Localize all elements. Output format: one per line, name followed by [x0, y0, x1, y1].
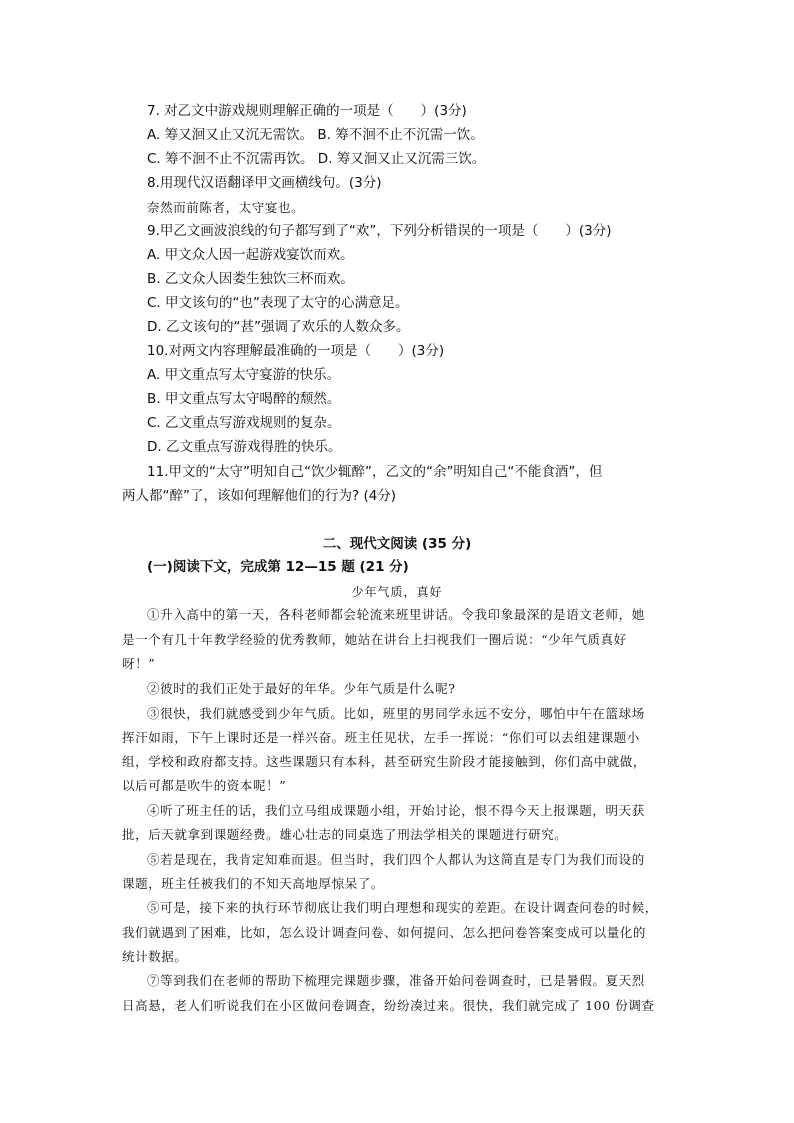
question-10-option-d: D. 乙文重点写游戏得胜的快乐。: [147, 439, 342, 455]
article-line: 挥汗如雨，下午上课时还是一样兴奋。班主任见状，左手一挥说：“你们可以去组建课题小: [122, 730, 640, 745]
article-line: 以后可都是吹牛的资本呢！”: [122, 778, 287, 793]
article-line: 批，后天就拿到课题经费。雄心壮志的同桌选了刑法学相关的课题进行研究。: [122, 827, 568, 842]
article-line: 统计数据。: [122, 949, 188, 964]
question-11-line-1: 11.甲文的“太守”明知自己“饮少辄醉”，乙文的“余”明知自己“不能食酒”，但: [147, 464, 603, 480]
section-2-title: 二、现代文阅读 (35 分): [322, 536, 472, 552]
article-line: 日高悬，老人们听说我们在小区做问卷调查，纷纷凑过来。很快，我们就完成了 100 份调查: [122, 998, 655, 1013]
article-line: 课题，班主任被我们的不知天高地厚惊呆了。: [122, 876, 385, 891]
question-8-quote: 奈然而前陈者，太守宴也。: [147, 200, 305, 215]
article-line: 呀！”: [122, 656, 156, 671]
question-7-stem: 7. 对乙文中游戏规则理解正确的一项是（ ）(3分): [147, 103, 467, 119]
question-7-options-cd: C. 筹不洄不止不沉需再饮。 D. 筹又洄又止又沉需三饮。: [147, 151, 486, 167]
article-line: ③很快，我们就感受到少年气质。比如，班里的男同学永远不安分，哪怕中午在篮球场: [147, 706, 645, 721]
article-line: ⑤可是，接下来的执行环节彻底让我们明白理想和现实的差距。在设计调查问卷的时候，: [147, 900, 658, 915]
question-7-options-ab: A. 筹又洄又止又沉无需饮。 B. 筹不洄不止不沉需一饮。: [147, 127, 484, 143]
article-line: ①升入高中的第一天，各科老师都会轮流来班里讲话。令我印象最深的是语文老师，她: [147, 607, 645, 622]
article-line: ④听了班主任的话，我们立马组成课题小组，开始讨论，恨不得今天上报课题，明天获: [147, 803, 645, 818]
article-line: 我们就遇到了困难，比如，怎么设计调查问卷、如何提问、怎么把问卷答案变成可以量化的: [122, 925, 647, 940]
question-10-stem: 10.对两文内容理解最准确的一项是（ ）(3分): [147, 343, 445, 359]
article-line: ⑤若是现在，我肯定知难而退。但当时，我们四个人都认为这简直是专门为我们而设的: [147, 852, 645, 867]
article-title: 少年气质，真好: [351, 585, 443, 599]
question-9-option-a: A. 甲文众人因一起游戏宴饮而欢。: [147, 247, 354, 263]
question-10-option-b: B. 甲文重点写太守喝醉的颓然。: [147, 391, 341, 407]
question-11-line-2: 两人都“醉”了，该如何理解他们的行为? (4分): [122, 488, 397, 504]
article-line: 组，学校和政府都支持。这些课题只有本科，甚至研究生阶段才能接触到，你们高中就做，: [122, 754, 647, 769]
section-2-instruction: (一)阅读下文，完成第 12—15 题 (21 分): [147, 559, 409, 575]
article-line: ⑦等到我们在老师的帮助下梳理完课题步骤，准备开始问卷调查时，已是暑假。夏天烈: [147, 973, 645, 988]
question-9-option-b: B. 乙文众人因娄生独饮三杯而欢。: [147, 271, 354, 287]
question-10-option-c: C. 乙文重点写游戏规则的复杂。: [147, 415, 341, 431]
question-9-option-d: D. 乙文该句的“甚”强调了欢乐的人数众多。: [147, 319, 410, 335]
article-line: 是一个有几十年教学经验的优秀教师，她站在讲台上扫视我们一圈后说：“少年气质真好: [122, 632, 627, 647]
question-9-option-c: C. 甲文该句的“也”表现了太守的心满意足。: [147, 295, 409, 311]
question-9-stem: 9.甲乙文画波浪线的句子都写到了“欢”，下列分析错误的一项是（ ）(3分): [147, 223, 612, 239]
question-8-stem: 8.用现代汉语翻译甲文画横线句。(3分): [147, 175, 382, 191]
article-line: ②彼时的我们正处于最好的年华。少年气质是什么呢?: [147, 681, 456, 696]
question-10-option-a: A. 甲文重点写太守宴游的快乐。: [147, 367, 341, 383]
